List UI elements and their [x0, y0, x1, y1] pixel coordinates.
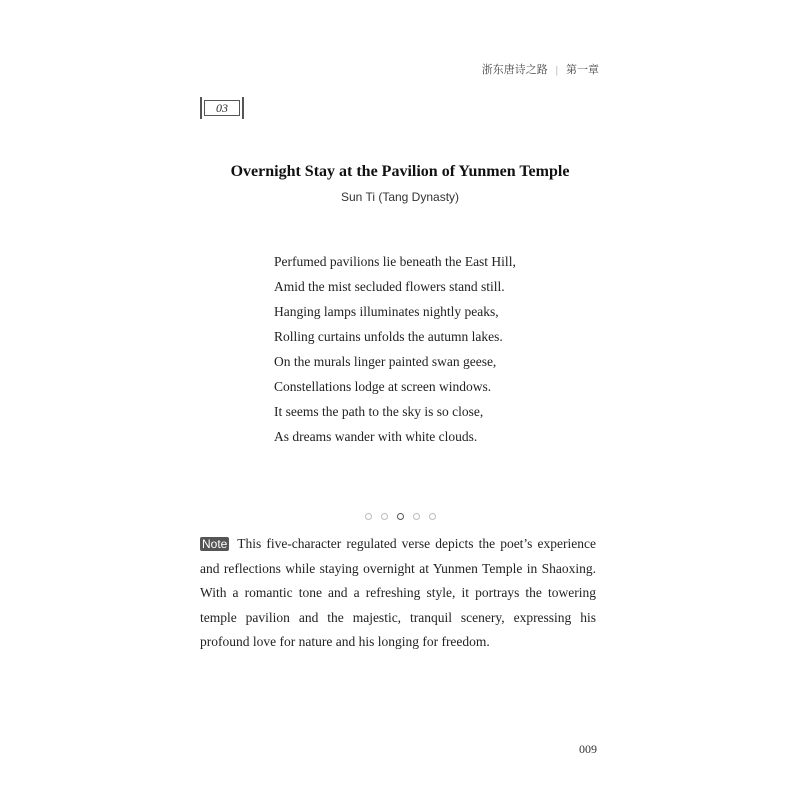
- book-title: 浙东唐诗之路: [481, 64, 548, 76]
- poem-author: Sun Ti (Tang Dynasty): [340, 190, 460, 204]
- poem-number-badge: [200, 97, 244, 119]
- poem-line: Hanging lamps illuminates nightly peaks,: [274, 304, 499, 319]
- running-header: [482, 61, 599, 77]
- note-label: Note: [202, 537, 228, 551]
- circle-icon: [397, 513, 404, 520]
- poem-body: [274, 249, 516, 449]
- decorative-divider: [0, 513, 800, 520]
- header-separator: |: [555, 64, 558, 76]
- page-number: 009: [579, 742, 597, 756]
- poem-line: Perfumed pavilions lie beneath the East Hill,: [274, 254, 516, 269]
- poem-number: 03: [204, 100, 240, 116]
- poem-title: Overnight Stay at the Pavilion of Yunmen Temple: [230, 163, 570, 180]
- poem-line: Rolling curtains unfolds the autumn lakes.: [274, 329, 503, 344]
- circle-icon: [429, 513, 436, 520]
- note-text: This five-character regulated verse depicts the poet’s experience and reflections while staying overnight at Yunmen Temple in Shaoxing. With a romantic tone and a refreshing style, it portrays the towering temple pavilion and the majestic, tranquil scenery, expressing his profound love for nature and his longing for freedom.: [200, 536, 596, 649]
- circle-icon: [365, 513, 372, 520]
- poem-line: On the murals linger painted swan geese,: [274, 354, 497, 369]
- poem-line: As dreams wander with white clouds.: [274, 429, 478, 444]
- circle-icon: [381, 513, 388, 520]
- poem-line: Amid the mist secluded flowers stand still.: [274, 279, 505, 294]
- note-paragraph: [200, 532, 596, 655]
- circle-icon: [413, 513, 420, 520]
- poem-line: Constellations lodge at screen windows.: [274, 379, 492, 394]
- poem-line: It seems the path to the sky is so close,: [274, 404, 484, 419]
- chapter-title: 第一章: [566, 64, 599, 76]
